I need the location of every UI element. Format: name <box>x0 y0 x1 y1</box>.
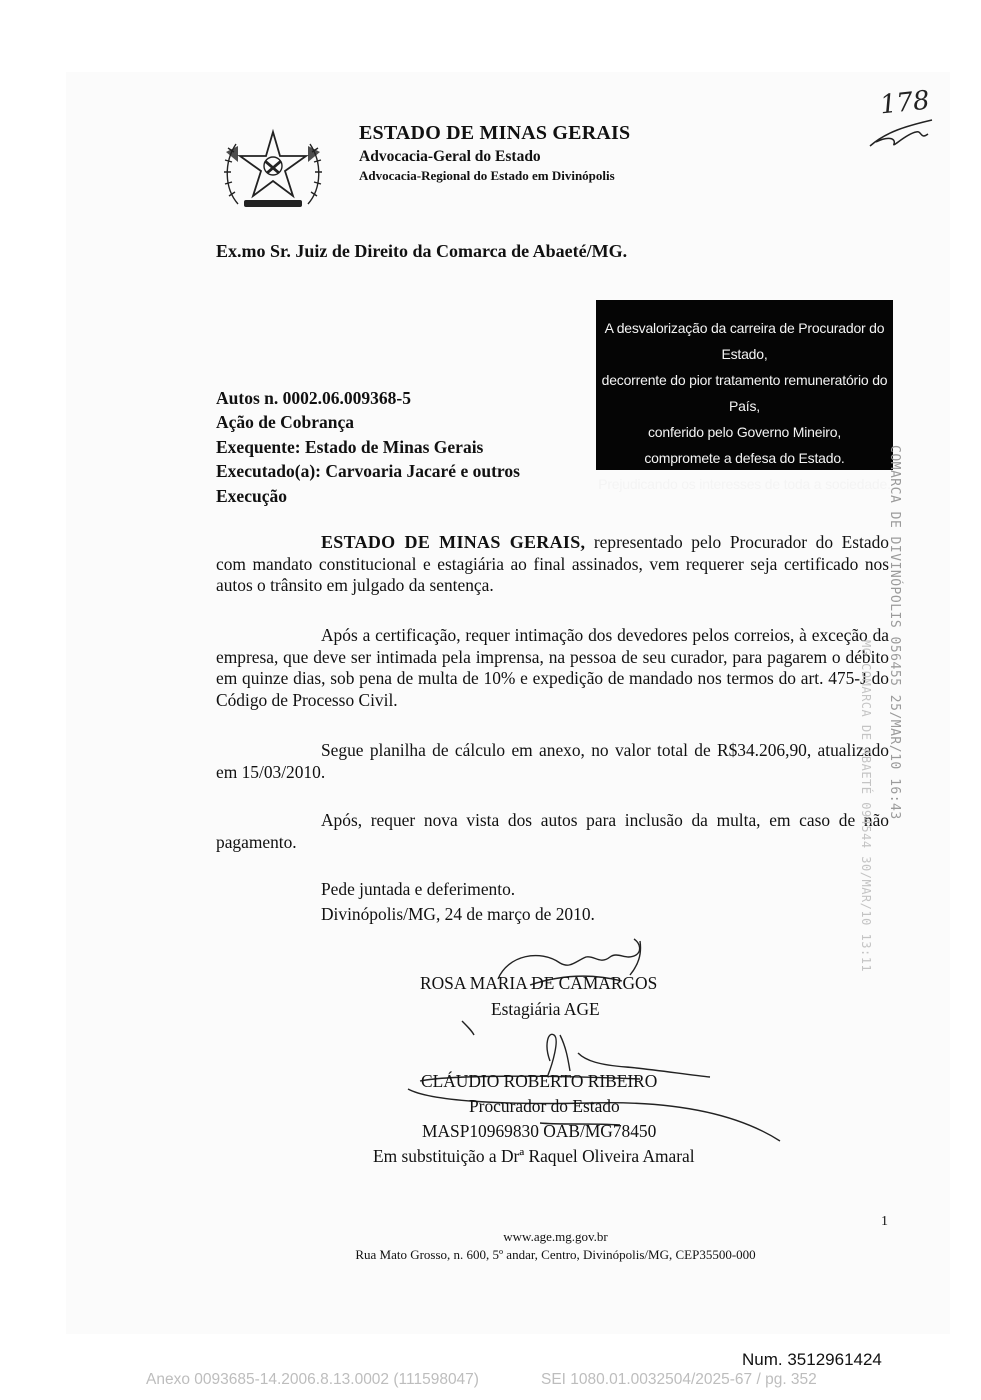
case-number: Autos n. 0002.06.009368-5 <box>216 388 411 408</box>
paragraph-1-lead: ESTADO DE MINAS GERAIS, <box>321 532 586 552</box>
document-number: Num. 3512961424 <box>742 1350 882 1369</box>
paragraph-3: Segue planilha de cálculo em anexo, no valor total de R$34.206,90, atualizado em 15/03/2010. <box>216 740 889 782</box>
case-action: Ação de Cobrança <box>216 412 355 433</box>
page-number: 1 <box>881 1214 888 1229</box>
banner-line: conferido pelo Governo Mineiro, <box>647 424 842 440</box>
attorney-role: Procurador do Estado <box>469 1096 620 1116</box>
header-regional: Advocacia-Regional do Estado em Divinópolis <box>359 168 615 183</box>
protocol-stamp-divinopolis: COMARCA DE DIVINÓPOLIS 056455 25/MAR/10 16:43 <box>887 445 902 820</box>
protest-banner <box>596 300 893 492</box>
case-block <box>216 386 520 508</box>
folio-initials <box>866 112 938 152</box>
substitution-note: Em substituição a Drª Raquel Oliveira Amaral <box>373 1146 695 1166</box>
addressee: Ex.mo Sr. Juiz de Direito da Comarca de Abaeté/MG. <box>216 241 628 261</box>
banner-line: decorrente do pior tratamento remuneratório do País, <box>601 372 888 414</box>
header-state: ESTADO DE MINAS GERAIS <box>359 122 631 144</box>
header-agency: Advocacia-Geral do Estado <box>359 148 541 165</box>
paragraph-2: Após a certificação, requer intimação dos devedores pelos correios, à exceção da empresa, que deve ser intimada pela imprensa, na pessoa de seu curador, para pagarem o débito em quinze dias, sob pena de multa de 10% e expedição de mandado nos termos do art. 475-J do Código de Processo Civil. <box>216 625 889 710</box>
sei-page-reference: SEI 1080.01.0032504/2025-67 / pg. 352 <box>541 1371 817 1388</box>
attorney-name: CLÁUDIO ROBERTO RIBEIRO <box>421 1071 658 1091</box>
banner-line: A desvalorização da carreira de Procurador do Estado, <box>604 320 885 362</box>
paragraph-1 <box>216 532 889 597</box>
case-plaintiff: Exequente: Estado de Minas Gerais <box>216 436 484 457</box>
closing-request: Pede juntada e deferimento. <box>321 879 516 899</box>
footer-address: Rua Mato Grosso, n. 600, 5º andar, Centro, Divinópolis/MG, CEP35500-000 <box>355 1247 756 1262</box>
paragraph-1-text: representado pelo Procurador do Estado com mandato constitucional e estagiária ao final assinados, vem requerer seja certificado nos autos o trânsito em julgado da sentença. <box>216 532 889 596</box>
intern-role: Estagiária AGE <box>491 999 600 1019</box>
case-type: Execução <box>216 485 287 506</box>
protocol-stamp-abaete: MG COMARCA DE ABAETÉ 094544 30/MAR/10 13:11 <box>859 640 873 973</box>
attorney-ids: MASP10969830 OAB/MG78450 <box>422 1121 657 1141</box>
paragraph-4: Após, requer nova vista dos autos para inclusão da multa, em caso de não pagamento. <box>216 810 889 852</box>
handwritten-signatures <box>390 935 790 1150</box>
intern-name: ROSA MARIA DE CAMARGOS <box>420 973 658 993</box>
closing-place-date: Divinópolis/MG, 24 de março de 2010. <box>321 904 595 924</box>
case-defendant: Executado(a): Carvoaria Jacaré e outros <box>216 461 520 482</box>
attachment-reference: Anexo 0093685-14.2006.8.13.0002 (111598047) <box>146 1371 479 1388</box>
minas-gerais-coat-of-arms <box>220 126 326 214</box>
banner-line: compromete a defesa do Estado. <box>644 450 845 466</box>
banner-line: Prejudicando os interesses de toda a sociedade. <box>598 476 891 492</box>
folio-number: 178 <box>878 85 932 121</box>
footer-website: www.age.mg.gov.br <box>503 1229 608 1244</box>
